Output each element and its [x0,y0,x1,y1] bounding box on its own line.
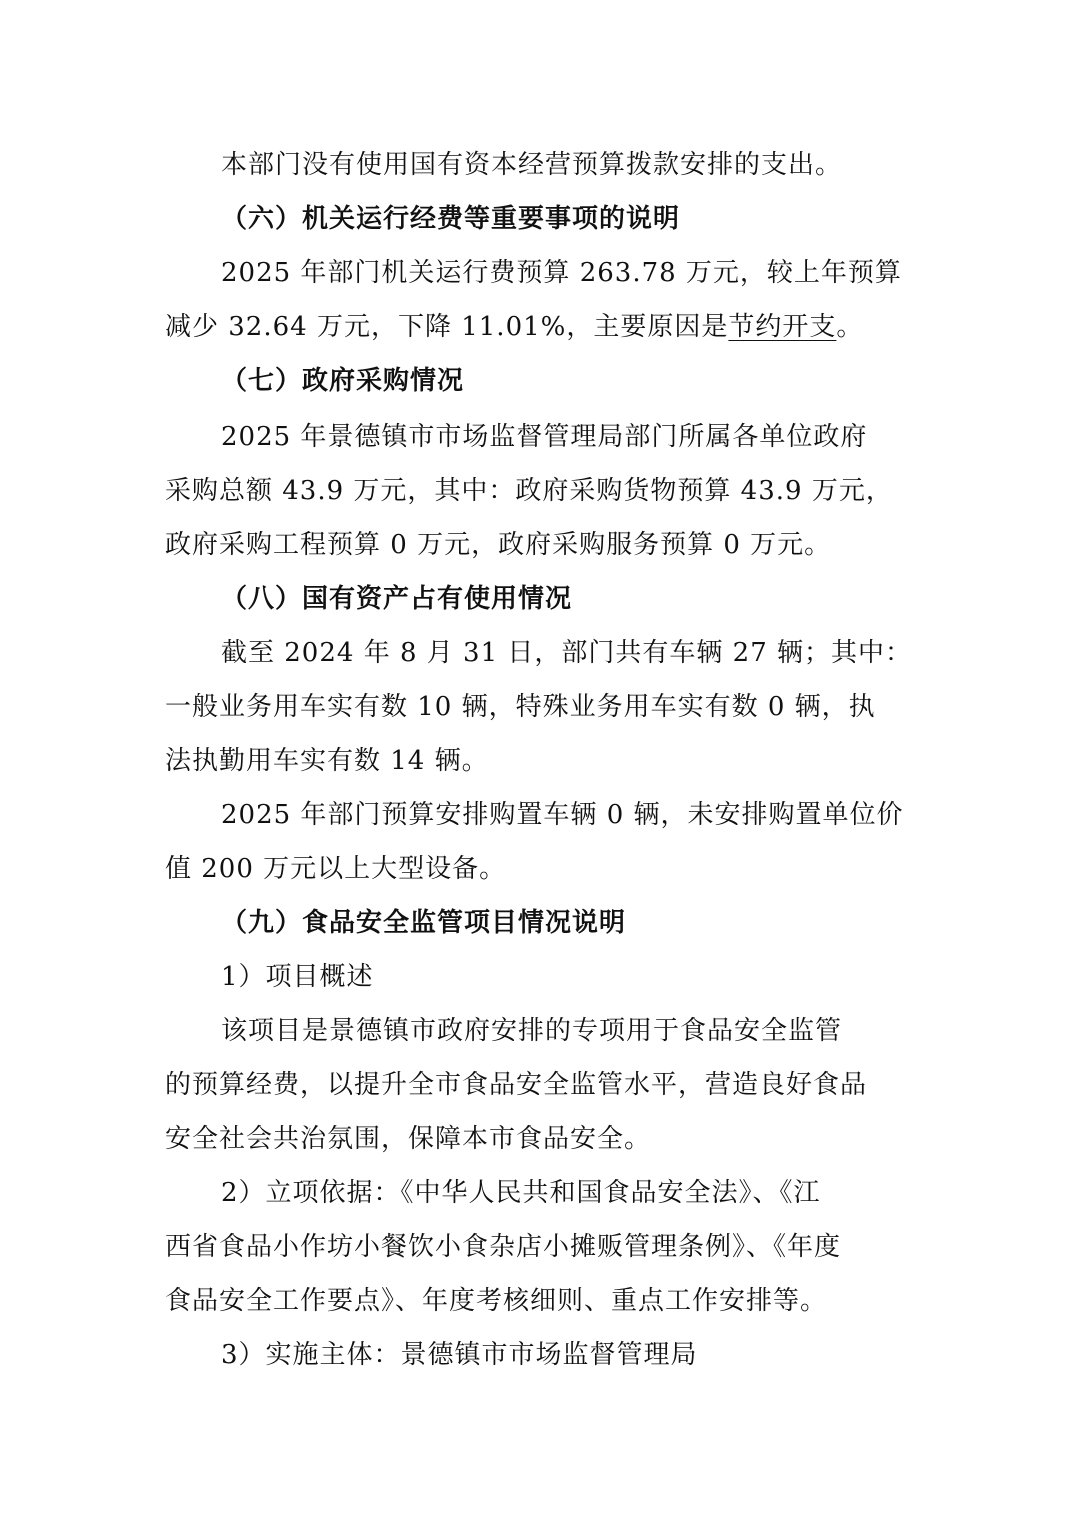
section-heading-8: （八）国有资产占有使用情况 [221,584,573,614]
section-heading-6: （六）机关运行经费等重要事项的说明 [221,204,681,234]
paragraph-line: 法执勤用车实有数 14 辆。 [165,746,489,776]
paragraph-line: 截至 2024 年 8 月 31 日，部门共有车辆 27 辆；其中： [221,638,912,668]
paragraph-line: 3）实施主体：景德镇市市场监督管理局 [221,1340,698,1370]
paragraph-line: 2025 年部门预算安排购置车辆 0 辆，未安排购置单位价 [221,800,904,830]
text-span: 减少 32.64 万元，下降 11.01%，主要原因是 [165,312,729,342]
text-span: 。 [836,312,864,342]
paragraph-line: 一般业务用车实有数 10 辆，特殊业务用车实有数 0 辆，执 [165,692,876,722]
paragraph-line: 政府采购工程预算 0 万元，政府采购服务预算 0 万元。 [165,530,832,560]
paragraph-line: 采购总额 43.9 万元，其中：政府采购货物预算 43.9 万元， [165,476,893,506]
paragraph-line: 2025 年部门机关运行费预算 263.78 万元，较上年预算 [221,258,902,288]
section-heading-7: （七）政府采购情况 [221,366,465,396]
paragraph-line: 食品安全工作要点》、年度考核细则、重点工作安排等。 [165,1286,828,1316]
paragraph-line: 该项目是景德镇市政府安排的专项用于食品安全监管 [221,1016,843,1046]
paragraph-line: 2）立项依据：《中华人民共和国食品安全法》、《江 [221,1178,821,1208]
paragraph-line [165,310,925,344]
paragraph-line: 安全社会共治氛围，保障本市食品安全。 [165,1124,652,1154]
underlined-reason: 节约开支 [728,312,837,342]
paragraph-line: 1）项目概述 [221,962,374,992]
paragraph-line: 值 200 万元以上大型设备。 [165,854,507,884]
paragraph-line: 本部门没有使用国有资本经营预算拨款安排的支出。 [221,150,843,180]
section-heading-9: （九）食品安全监管项目情况说明 [221,908,627,938]
paragraph-line: 西省食品小作坊小餐饮小食杂店小摊贩管理条例》、《年度 [165,1232,842,1262]
paragraph-line: 的预算经费，以提升全市食品安全监管水平，营造良好食品 [165,1070,868,1100]
paragraph-line: 2025 年景德镇市市场监督管理局部门所属各单位政府 [221,422,868,452]
